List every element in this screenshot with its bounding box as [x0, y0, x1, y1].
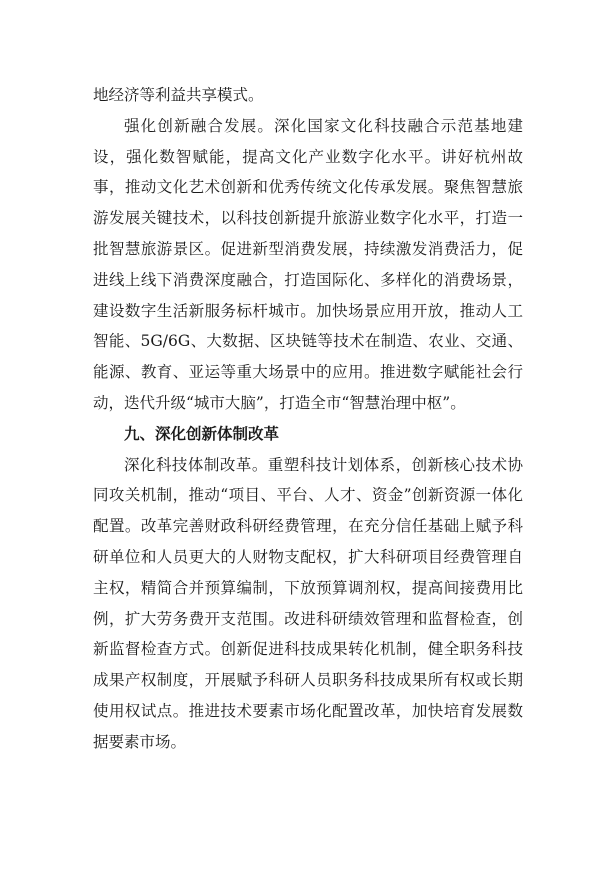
section-heading: 九、深化创新体制改革 [124, 424, 280, 443]
paragraph-tech-reform: 深化科技体制改革。重塑科技计划体系，创新核心技术协同攻关机制，推动“项目、平台、人才、资金”创新资源一体化配置。改革完善财政科研经费管理，在充分信任基础上赋予科研单位和人员更大的人财物支配权，扩大科研项目经费管理自主权，精简合并预算编制，下放预算调剂权，提高间接费用比例，扩大劳务费开支范围。改进科研绩效管理和监督检查，创新监督检查方式。创新促进科技成果转化机制，健全职务科技成果产权制度，开展赋予科研人员职务科技成果所有权或长期使用权试点。推进技术要素市场化配置改革，加快培育发展数据要素市场。 [93, 455, 523, 751]
document-body [93, 80, 523, 758]
paragraph-continuation: 地经济等利益共享模式。 [93, 86, 264, 104]
paragraph-innovation-integration: 强化创新融合发展。深化国家文化科技融合示范基地建设，强化数智赋能，提高文化产业数字化水平。讲好杭州故事，推动文化艺术创新和优秀传统文化传承发展。聚焦智慧旅游发展关键技术，以科技创新提升旅游业数字化水平，打造一批智慧旅游景区。促进新型消费发展，持续激发消费活力，促进线上线下消费深度融合，打造国际化、多样化的消费场景，建设数字生活新服务标杆城市。加快场景应用开放，推动人工智能、5G/6G、大数据、区块链等技术在制造、农业、交通、能源、教育、亚运等重大场景中的应用。推进数字赋能社会行动，迭代升级“城市大脑”，打造全市“智慧治理中枢”。 [93, 116, 523, 412]
